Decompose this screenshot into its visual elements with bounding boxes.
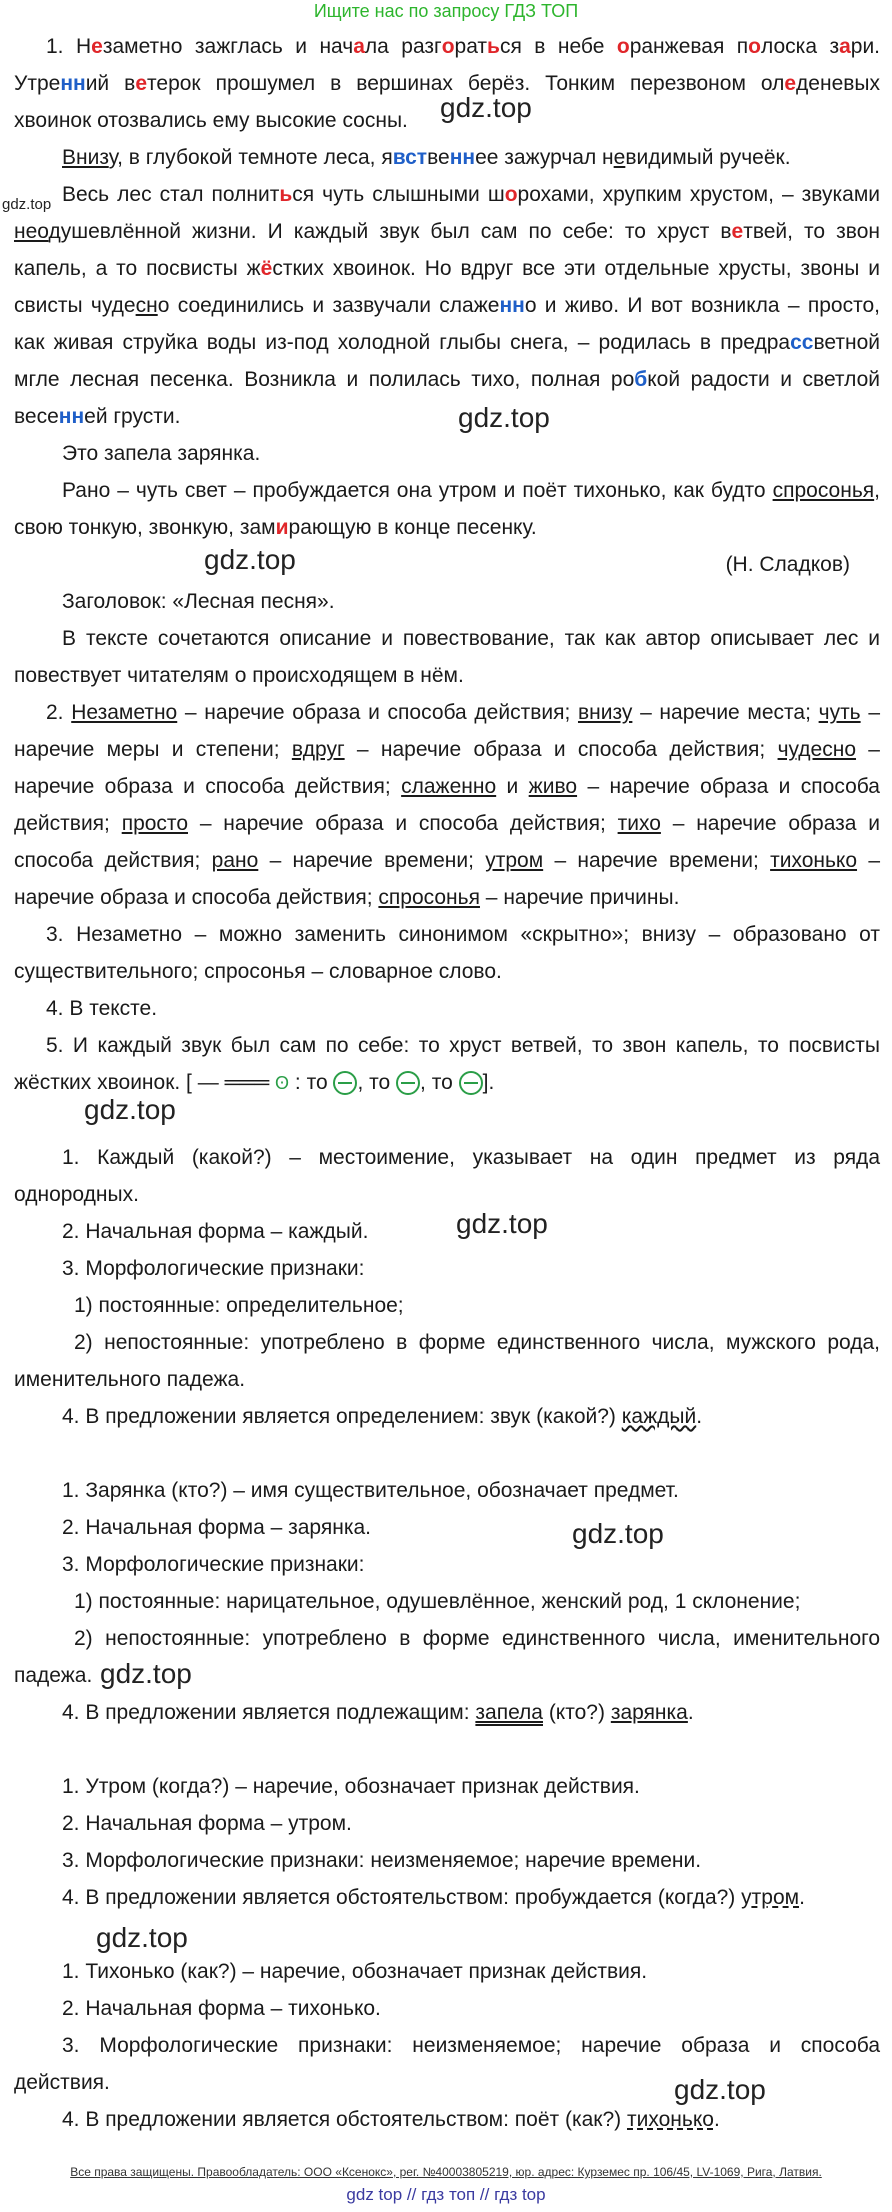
m2-line-5: 2) непостоянные: употреблено в форме единственного числа, именительного падежа. <box>14 1627 880 1687</box>
watermark: gdz.top <box>456 1208 548 1239</box>
m4-line-4: 4. В предложении является обстоятельством: поёт (как?) тихонько. <box>62 2108 720 2131</box>
m3-line-3: 3. Морфологические признаки: неизменяемое; наречие времени. <box>62 1849 702 1872</box>
m3-line-2: 2. Начальная форма – утром. <box>62 1812 352 1835</box>
m3-line-4: 4. В предложении является обстоятельством: пробуждается (когда?) утром. <box>62 1886 805 1909</box>
watermark-small: gdz.top <box>2 196 52 213</box>
paragraph-3: Весь лес стал полниться чуть слышными шорохами, хрупким хрустом, – звуками неодушевлённой жизни. И каждый звук был сам по себе: то хруст ветвей, то звон капель, а то посвисты жёстких хвоинок. Но вдруг все эти отдельные хрусты, звоны и свисты чудесно соединились и зазвучали слаженно и живо. И вот возникла – просто, как живая струйка воды из-под холодной глыбы снега, – родилась в предрассветной мгле лесная песенка. Возникла и полилась тихо, полная робкой радости и светлой весенней грусти. <box>14 183 881 428</box>
m2-line-4: 1) постоянные: нарицательное, одушевлённое, женский род, 1 склонение; <box>74 1590 801 1613</box>
watermark: gdz.top <box>674 2074 766 2105</box>
watermark: gdz.top <box>84 1094 176 1125</box>
m1-line-5: 2) непостоянные: употреблено в форме единственного числа, мужского рода, именительного падежа. <box>14 1331 880 1391</box>
title-line: Заголовок: «Лесная песня». <box>62 590 335 613</box>
author: (Н. Сладков) <box>725 553 850 576</box>
homogeneous-circle-1 <box>333 1071 357 1095</box>
copyright-footer[interactable]: Все права защищены. Правообладатель: ООО «Ксенокс», рег. №40003805219, юр. адрес: Курземес пр. 106/45, LV-1069, Рига, Латвия. <box>70 2165 822 2179</box>
m2-line-6: 4. В предложении является подлежащим: запела (кто?) зарянка. <box>62 1701 694 1724</box>
watermark: gdz.top <box>572 1518 664 1549</box>
watermark: gdz.top <box>440 92 532 123</box>
m2-line-1: 1. Зарянка (кто?) – имя существительное, обозначает предмет. <box>62 1479 679 1502</box>
m3-line-1: 1. Утром (когда?) – наречие, обозначает признак действия. <box>62 1775 640 1798</box>
m4-line-2: 2. Начальная форма – тихонько. <box>62 1997 381 2020</box>
m2-line-3: 3. Морфологические признаки: <box>62 1553 365 1576</box>
watermark: gdz.top <box>96 1922 188 1953</box>
homogeneous-circle-3 <box>459 1071 483 1095</box>
watermark: gdz.top <box>458 402 550 433</box>
description: В тексте сочетаются описание и повествование, так как автор описывает лес и повествует читателям о происходящем в нём. <box>14 627 880 687</box>
task-4: 4. В тексте. <box>46 997 158 1020</box>
bottom-links[interactable]: gdz top // гдз топ // гдз top <box>346 2185 546 2204</box>
paragraph-2: Внизу, в глубокой темноте леса, явственнее зажурчал невидимый ручеёк. <box>62 146 791 169</box>
m1-line-3: 3. Морфологические признаки: <box>62 1257 365 1280</box>
document-body <box>14 28 880 2138</box>
m4-line-1: 1. Тихонько (как?) – наречие, обозначает признак действия. <box>62 1960 648 1983</box>
paragraph-1: 1. Незаметно зажглась и начала разгораться в небе оранжевая полоска зари. Утренний ветерок прошумел в вершинах берёз. Тонким перезвоном оледеневых хвоинок отозвались ему высокие сосны. <box>14 35 881 132</box>
top-banner[interactable]: Ищите нас по запросу ГДЗ ТОП <box>313 1 579 21</box>
author-line <box>14 546 880 583</box>
paragraph-4: Это запела зарянка. <box>62 442 261 465</box>
watermark: gdz.top <box>204 544 296 575</box>
m1-line-2: 2. Начальная форма – каждый. <box>62 1220 369 1243</box>
m4-line-3: 3. Морфологические признаки: неизменяемое; наречие образа и способа действия. <box>14 2034 880 2094</box>
participle-symbol: ʘ <box>275 1073 290 1093</box>
paragraph-5: Рано – чуть свет – пробуждается она утром и поёт тихонько, как будто спросонья, свою тонкую, звонкую, замирающую в конце песенку. <box>14 479 880 539</box>
m1-line-6: 4. В предложении является определением: звук (какой?) каждый. <box>62 1405 703 1428</box>
m2-line-2: 2. Начальная форма – зарянка. <box>62 1516 372 1539</box>
m1-line-1: 1. Каждый (какой?) – местоимение, указывает на один предмет из ряда однородных. <box>14 1146 880 1206</box>
homogeneous-circle-2 <box>396 1071 420 1095</box>
watermark: gdz.top <box>100 1658 192 1689</box>
m1-line-4: 1) постоянные: определительное; <box>74 1294 404 1317</box>
task-5: 5. И каждый звук был сам по себе: то хруст ветвей, то звон капель, то посвисты жёстких хвоинок. [ — ═══ ʘ : то , то , то ]. <box>14 1034 880 1094</box>
task-2: 2. Незаметно – наречие образа и способа действия; внизу – наречие места; чуть – наречие меры и степени; вдруг – наречие образа и способа действия; чудесно – наречие образа и способа действия; слаженно и живо – наречие образа и способа действия; просто – наречие образа и способа действия; тихо – наречие образа и способа действия; рано – наречие времени; утром – наречие времени; тихонько – наречие образа и способа действия; спросонья – наречие причины. <box>14 701 881 909</box>
task-3: 3. Незаметно – можно заменить синонимом «скрытно»; внизу – образовано от существительного; спросонья – словарное слово. <box>14 923 881 983</box>
